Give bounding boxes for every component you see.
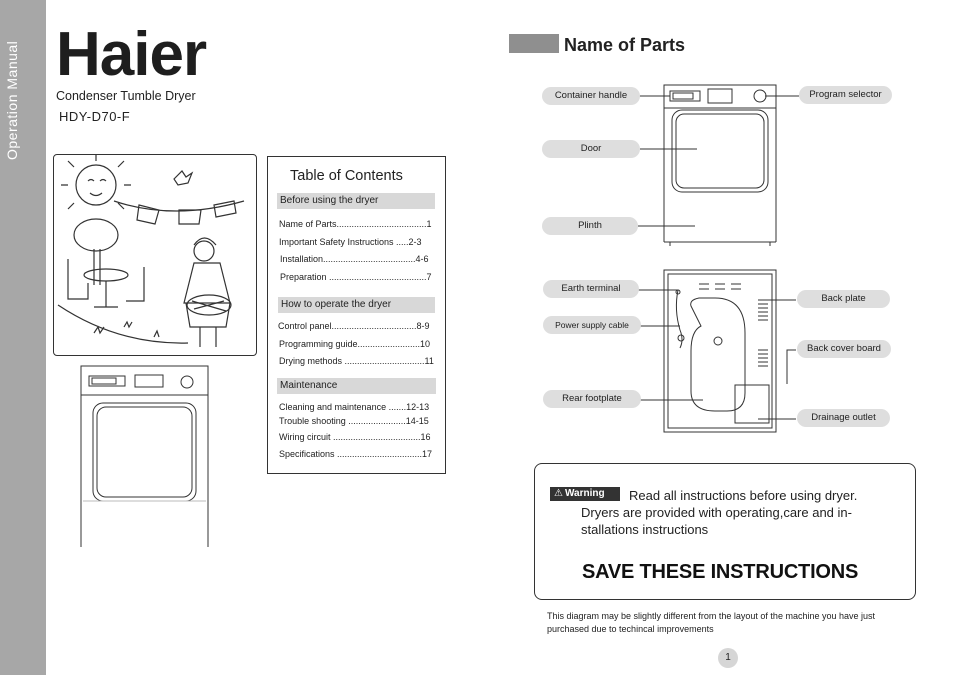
toc-item: Cleaning and maintenance .......12-13 <box>279 402 430 412</box>
warning-triangle-icon: ⚠ <box>554 488 563 499</box>
model-number: HDY-D70-F <box>59 109 131 124</box>
toc-section-how-to-operate: How to operate the dryer <box>278 297 435 313</box>
garden-scene-illustration <box>54 155 256 355</box>
toc-item: Specifications ..................................17 <box>279 449 433 459</box>
toc-section-maintenance: Maintenance <box>277 378 436 394</box>
sidebar-label: Operation Manual <box>4 40 20 160</box>
toc-item: Control panel..................................8-9 <box>278 321 430 331</box>
cover-illustration <box>53 154 257 356</box>
toc-item: Important Safety Instructions .....2-3 <box>279 237 422 247</box>
warning-badge <box>550 487 620 501</box>
parts-diagram <box>530 80 910 440</box>
label-program-selector: Program selector <box>799 86 892 104</box>
toc-section-before-using: Before using the dryer <box>277 193 435 209</box>
warning-badge-label: Warning <box>564 488 605 499</box>
toc-item: Drying methods ................................11 <box>279 356 434 366</box>
label-back-cover-board: Back cover board <box>797 340 891 358</box>
label-back-plate: Back plate <box>797 290 890 308</box>
warning-line-1: Read all instructions before using dryer. <box>629 488 858 503</box>
toc-item: Name of Parts....................................1 <box>279 219 432 229</box>
dryer-front-illustration <box>79 365 210 550</box>
heading-bar <box>509 34 559 53</box>
label-plinth: Plinth <box>542 217 638 235</box>
label-drainage-outlet: Drainage outlet <box>797 409 890 427</box>
page-number: 1 <box>718 648 738 668</box>
footnote: This diagram may be slightly different from the layout of the machine you have just purchased due to techincal improvements <box>547 611 875 634</box>
warning-line-2: Dryers are provided with operating,care and in-stallations instructions <box>581 505 852 537</box>
save-instructions-heading: SAVE THESE INSTRUCTIONS <box>582 561 859 583</box>
toc-item: Programming guide.........................10 <box>279 339 431 349</box>
label-earth-terminal: Earth terminal <box>543 280 639 298</box>
label-door: Door <box>542 140 640 158</box>
label-rear-footplate: Rear footplate <box>543 390 641 408</box>
toc-item: Preparation .......................................7 <box>280 272 432 282</box>
toc-title: Table of Contents <box>290 168 403 184</box>
toc-item: Trouble shooting .......................14-15 <box>279 416 429 426</box>
brand-logo: Haier <box>56 20 207 89</box>
label-container-handle: Container handle <box>542 87 640 105</box>
label-power-supply-cable: Power supply cable <box>543 316 641 334</box>
toc-item: Installation.....................................4-6 <box>280 254 429 264</box>
toc-item: Wiring circuit ...................................16 <box>279 432 431 442</box>
name-of-parts-title: Name of Parts <box>564 35 686 55</box>
sidebar <box>0 0 46 675</box>
product-name: Condenser Tumble Dryer <box>56 89 196 103</box>
